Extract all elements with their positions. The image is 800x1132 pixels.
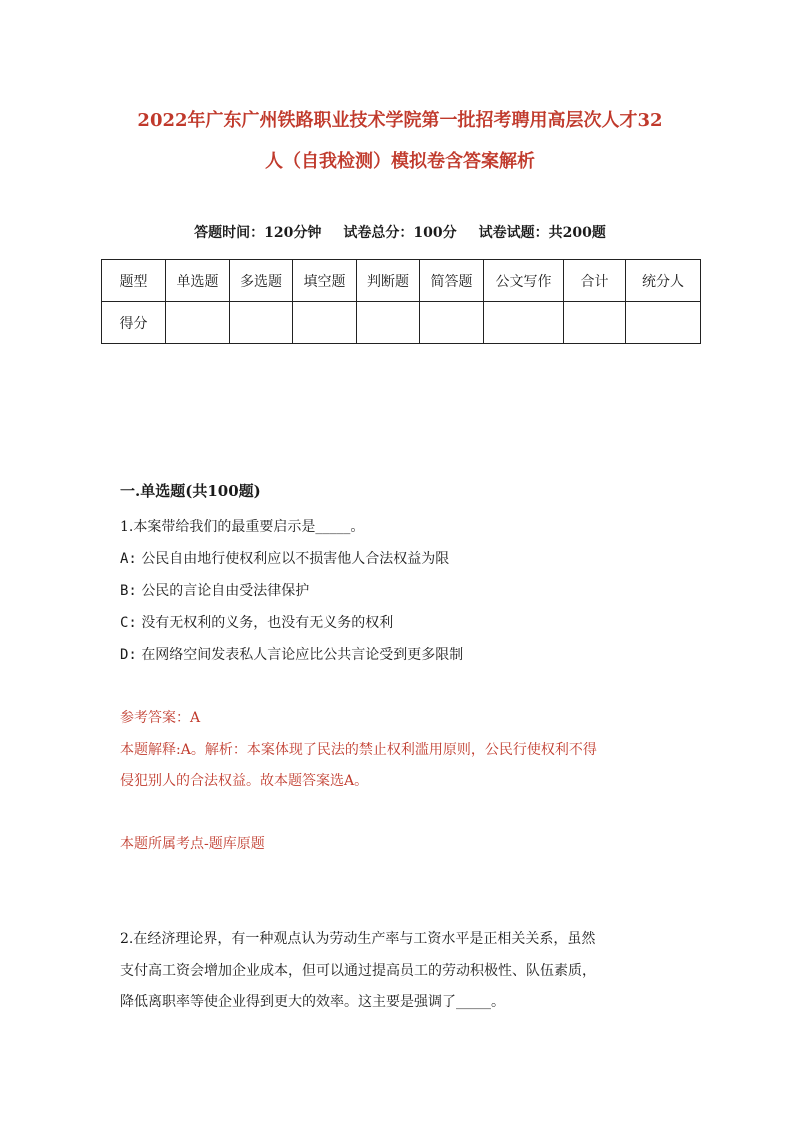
score-table-header: 简答题 xyxy=(420,260,484,302)
option-key: A: xyxy=(120,551,137,567)
option-key: B: xyxy=(120,583,137,599)
score-table-header: 判断题 xyxy=(357,260,420,302)
document-title-line-2: 人（自我检测）模拟卷含答案解析 xyxy=(265,151,535,172)
question-1-option-c xyxy=(120,612,393,632)
score-cell xyxy=(626,302,701,344)
option-key: C: xyxy=(120,615,137,631)
question-1-option-b xyxy=(120,580,309,600)
question-2-stem-line-1: 2.在经济理论界，有一种观点认为劳动生产率与工资水平是正相关关系，虽然 xyxy=(120,931,596,947)
option-text: 在网络空间发表私人言论应比公共言论受到更多限制 xyxy=(141,647,464,663)
option-text: 公民自由地行使权利应以不损害他人合法权益为限 xyxy=(141,551,450,567)
question-1-explanation-line-1: 本题解释:A。解析：本案体现了民法的禁止权利滥用原则，公民行使权利不得 xyxy=(120,742,597,758)
question-1-option-d xyxy=(120,644,463,664)
question-2-stem-line-3: 降低离职率等使企业得到更大的效率。这主要是强调了_____。 xyxy=(120,994,505,1010)
question-2-stem-line-2: 支付高工资会增加企业成本，但可以通过提高员工的劳动积极性、队伍素质， xyxy=(120,963,596,979)
exam-info xyxy=(0,222,800,242)
score-table-header: 多选题 xyxy=(230,260,293,302)
exam-total-score: 试卷总分：100分 xyxy=(343,225,457,241)
question-1-source: 本题所属考点-题库原题 xyxy=(120,836,265,852)
question-1-option-a xyxy=(120,548,449,568)
question-1-stem: 1.本案带给我们的最重要启示是_____。 xyxy=(120,519,365,535)
document-title-line-1: 2022年广东广州铁路职业技术学院第一批招考聘用高层次人才32 xyxy=(137,110,663,131)
score-cell xyxy=(166,302,230,344)
score-table-header: 公文写作 xyxy=(484,260,564,302)
exam-total-questions: 试卷试题：共200题 xyxy=(478,225,606,241)
score-table-header: 统分人 xyxy=(626,260,701,302)
score-table-header: 题型 xyxy=(102,260,166,302)
score-table-score-row xyxy=(102,302,701,344)
exam-time: 答题时间：120分钟 xyxy=(194,225,322,241)
score-table-header: 填空题 xyxy=(293,260,357,302)
option-text: 公民的言论自由受法律保护 xyxy=(141,583,310,599)
score-table-header: 单选题 xyxy=(166,260,230,302)
question-1-explanation-line-2: 侵犯别人的合法权益。故本题答案选A。 xyxy=(120,773,369,789)
score-cell xyxy=(357,302,420,344)
score-cell xyxy=(230,302,293,344)
score-cell xyxy=(484,302,564,344)
option-text: 没有无权利的义务，也没有无义务的权利 xyxy=(141,615,394,631)
section-title: 一.单选题(共100题) xyxy=(120,482,261,500)
score-row-label: 得分 xyxy=(102,302,166,344)
score-table-header-row xyxy=(102,260,701,302)
score-table xyxy=(101,259,701,344)
score-cell xyxy=(564,302,626,344)
score-table-header: 合计 xyxy=(564,260,626,302)
question-1-answer: 参考答案：A xyxy=(120,710,201,726)
option-key: D: xyxy=(120,647,137,663)
score-cell xyxy=(420,302,484,344)
score-cell xyxy=(293,302,357,344)
